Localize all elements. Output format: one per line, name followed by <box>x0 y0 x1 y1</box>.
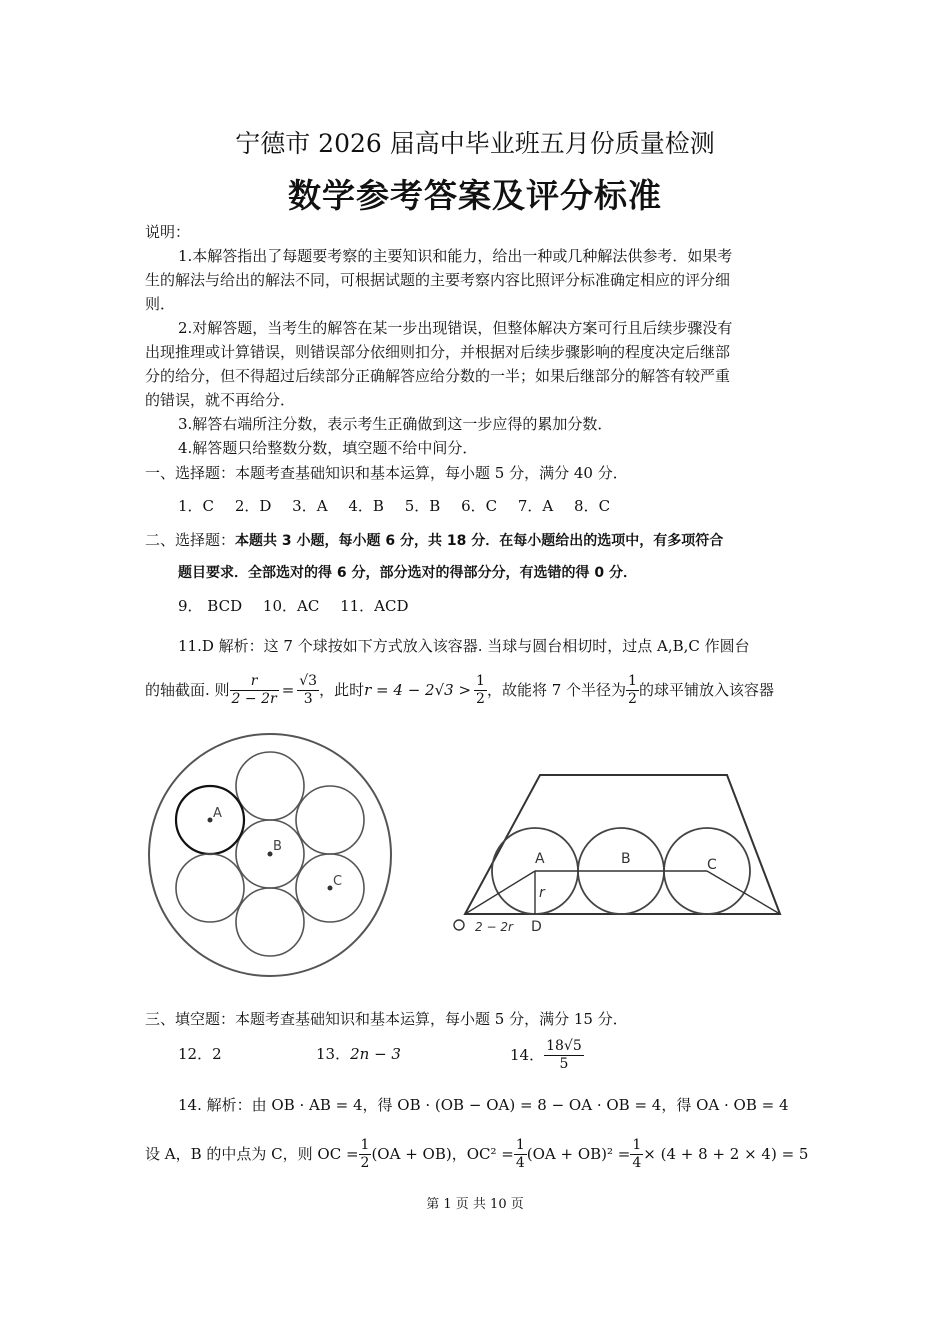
section-1-heading: 一、选择题：本题考查基础知识和基本运算，每小题 5 分，满分 40 分． <box>145 464 628 482</box>
sphere-lower-left <box>176 854 244 922</box>
analysis-14-text-b: (OA + OB)，OC² = <box>371 1145 514 1163</box>
label-b: B <box>273 839 282 854</box>
answer-7: 7．A <box>517 497 554 515</box>
label-c: C <box>333 874 343 889</box>
note-2-line-4: 的错误，就不再给分． <box>145 391 296 409</box>
answer-3: 3．A <box>292 497 328 515</box>
analysis-14-text-d: × (4 + 8 + 2 × 4) = 5 <box>643 1145 809 1163</box>
fraction-one-quarter-1: $\frac{1}{4}$ <box>515 1136 525 1171</box>
note-3: 3.解答右端所注分数，表示考生正确做到这一步应得的累加分数． <box>178 415 613 433</box>
note-2-line-2: 出现推理或计算错误，则错误部分依细则扣分，并根据对后续步骤影响的程度决定后继部 <box>145 343 731 361</box>
fraction-r-over-2-2r: $\frac{r}{2 - 2r}$ <box>231 672 277 707</box>
fraction-one-quarter-2: $\frac{1}{4}$ <box>632 1136 642 1171</box>
sphere-top <box>236 752 304 820</box>
label-a: A <box>213 806 222 821</box>
analysis-11-text-b: ，此时 <box>319 681 365 699</box>
figure-frustum-section <box>445 765 790 940</box>
label-d: D <box>531 919 542 935</box>
answer-5: 5．B <box>404 497 441 515</box>
note-1-line-1: 1.本解答指出了每题要考察的主要知识和能力，给出一种或几种解法供参考．如果考 <box>178 247 733 265</box>
analysis-11-text-c: ，故能将 7 个半径为 <box>486 681 627 699</box>
answer-14-fraction: $\frac{18√5}{5}$ <box>546 1037 582 1072</box>
note-2-line-1: 2.对解答题，当考生的解答在某一步出现错误，但整体解决方案可行且后续步骤没有 <box>178 319 733 337</box>
answer-8: 8．C <box>574 497 611 515</box>
label-r: r <box>539 885 545 901</box>
fraction-half-2: $\frac{1}{2}$ <box>628 672 637 707</box>
analysis-11-line-1: 11.D 解析：这 7 个球按如下方式放入该容器. 当球与圆台相切时，过点 A,B,C 作圆台 <box>178 637 750 655</box>
fraction-one-half: $\frac{1}{2}$ <box>360 1136 370 1171</box>
answer-13-value: 2n − 3 <box>350 1045 401 1063</box>
analysis-11-text-d: 的球平铺放入该容器 <box>638 681 774 699</box>
answer-4: 4．B <box>348 497 384 515</box>
answer-13-label: 13． <box>316 1045 351 1063</box>
equals-sign: = <box>281 681 295 699</box>
section-2-prefix: 二、选择题： <box>145 531 236 549</box>
label-a: A <box>535 851 545 867</box>
answer-11: 11．ACD <box>340 597 409 615</box>
answer-9: 9． BCD <box>178 597 243 615</box>
analysis-11-line-2 <box>145 668 774 712</box>
answer-12-label: 12． <box>178 1045 213 1063</box>
section-2-heading-line-2: 题目要求．全部选对的得 6 分，部分选对的得部分分，有选错的得 0 分． <box>178 565 637 581</box>
figure-seven-spheres <box>140 730 400 990</box>
point-o <box>454 920 464 930</box>
section-2-answers <box>178 596 425 616</box>
label-2-2r: 2 − 2r <box>475 920 513 934</box>
section-2-heading-bold-1: 本题共 3 小题，每小题 6 分，共 18 分．在每小题给出的选项中，有多项符合 <box>235 533 724 549</box>
note-1-line-2: 生的解法与给出的解法不同，可根据试题的主要考察内容比照评分标准确定相应的评分细 <box>145 271 731 289</box>
answer-2: 2．D <box>234 497 272 515</box>
answer-6: 6．C <box>461 497 498 515</box>
analysis-14-line-1: 14. 解析：由 OB · AB = 4，得 OB · (OB − OA) = 8 − OA · OB = 4，得 OA · OB = 4 <box>178 1096 789 1114</box>
section-2-heading-line-1 <box>145 530 723 551</box>
expr-r-value: r = 4 − 2√3 > <box>364 681 472 699</box>
point-c <box>328 886 333 891</box>
answer-10: 10．AC <box>262 597 320 615</box>
answer-1: 1．C <box>178 497 215 515</box>
analysis-11-text-a: 的轴截面. 则 <box>145 681 230 699</box>
label-c: C <box>707 857 717 873</box>
answer-14-label: 14． <box>510 1046 545 1064</box>
sphere-bottom <box>236 888 304 956</box>
answer-12 <box>178 1044 222 1064</box>
note-2-line-3: 分的给分，但不得超过后续部分正确解答应给分数的一半；如果后继部分的解答有较严重 <box>145 367 731 385</box>
fraction-sqrt3-over-3: $\frac{√3}{3}$ <box>299 672 318 707</box>
answer-13 <box>316 1044 401 1064</box>
line-c-corner <box>707 871 780 914</box>
note-4: 4.解答题只给整数分数，填空题不给中间分． <box>178 439 478 457</box>
title-line-1: 宁德市 2026 届高中毕业班五月份质量检测 <box>235 129 715 158</box>
fraction-half-1: $\frac{1}{2}$ <box>476 672 485 707</box>
answer-12-value: 2 <box>212 1045 222 1063</box>
section-1-answers <box>178 496 626 516</box>
notes-label: 说明： <box>145 223 191 241</box>
analysis-14-text-c: (OA + OB)² = <box>526 1145 631 1163</box>
analysis-14-text-a: 设 A，B 的中点为 C，则 OC = <box>145 1145 359 1163</box>
frustum-outline <box>465 775 780 914</box>
point-b <box>268 852 273 857</box>
answer-14 <box>510 1034 584 1076</box>
point-a <box>208 818 213 823</box>
page-footer: 第 1 页 共 10 页 <box>426 1197 524 1212</box>
title-line-2: 数学参考答案及评分标准 <box>288 176 662 215</box>
section-3-heading: 三、填空题：本题考查基础知识和基本运算，每小题 5 分，满分 15 分． <box>145 1010 628 1028</box>
label-b: B <box>621 851 631 867</box>
analysis-14-line-2 <box>145 1132 808 1176</box>
sphere-upper-right <box>296 786 364 854</box>
note-1-line-3: 则． <box>145 295 176 313</box>
